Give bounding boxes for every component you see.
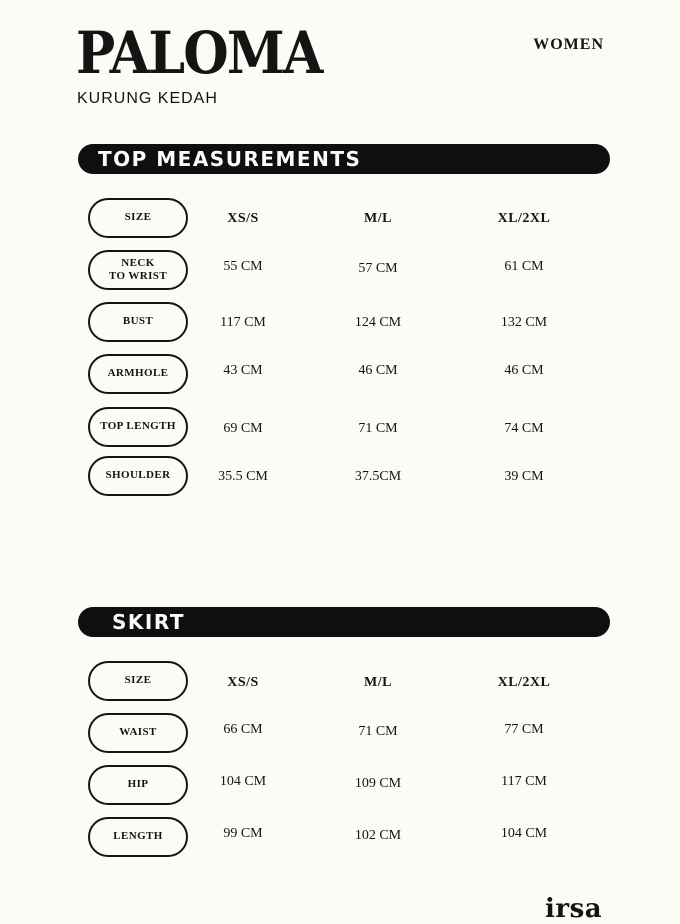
row-label-length: LENGTH xyxy=(88,817,188,857)
row-label-shoulder: SHOULDER xyxy=(88,456,188,496)
skirt-col-xs-s: XS/S xyxy=(227,675,259,690)
cell-neck-m-l: 57 CM xyxy=(358,261,398,276)
cell-waist-xl-2xl: 77 CM xyxy=(504,722,544,737)
top-col-xl-2xl: XL/2XL xyxy=(497,211,551,226)
row-label-waist: WAIST xyxy=(88,713,188,753)
cell-bust-xl-2xl: 132 CM xyxy=(500,315,548,330)
row-label-hip: HIP xyxy=(88,765,188,805)
row-label-bust: BUST xyxy=(88,302,188,342)
cell-armhole-m-l: 46 CM xyxy=(358,363,398,378)
irsa-logo: irsa xyxy=(545,894,603,924)
cell-length-m-l: 102 CM xyxy=(354,828,402,843)
cell-hip-xs-s: 104 CM xyxy=(219,774,267,789)
top-section-banner xyxy=(78,144,610,174)
cell-shoulder-m-l: 37.5CM xyxy=(354,469,402,484)
cell-hip-xl-2xl: 117 CM xyxy=(501,774,547,789)
brand-title: PALOMA xyxy=(76,19,322,87)
cell-hip-m-l: 109 CM xyxy=(354,776,402,791)
gender-label: WOMEN xyxy=(533,36,604,53)
cell-length-xs-s: 99 CM xyxy=(223,826,263,841)
top-col-xs-s: XS/S xyxy=(227,211,259,226)
cell-neck-xl-2xl: 61 CM xyxy=(504,259,544,274)
cell-bust-m-l: 124 CM xyxy=(354,315,402,330)
row-label-line: NECK xyxy=(121,256,155,269)
cell-armhole-xl-2xl: 46 CM xyxy=(504,363,544,378)
cell-toplength-m-l: 71 CM xyxy=(358,421,398,436)
row-label-line: TO WRIST xyxy=(108,270,168,282)
top-col-m-l: M/L xyxy=(364,211,392,226)
skirt-size-header-pill: SIZE xyxy=(88,661,188,701)
skirt-col-m-l: M/L xyxy=(364,675,392,690)
cell-armhole-xs-s: 43 CM xyxy=(223,363,263,378)
product-subtitle: KURUNG KEDAH xyxy=(77,90,218,107)
cell-bust-xs-s: 117 CM xyxy=(220,315,266,330)
skirt-section-banner xyxy=(78,607,610,637)
cell-shoulder-xs-s: 35.5 CM xyxy=(218,469,268,484)
cell-waist-m-l: 71 CM xyxy=(358,724,398,739)
cell-neck-xs-s: 55 CM xyxy=(223,259,263,274)
cell-toplength-xs-s: 69 CM xyxy=(223,421,263,436)
top-size-header-pill: SIZE xyxy=(88,198,188,238)
skirt-section-title: SKIRT xyxy=(112,610,185,634)
row-label-neck-to-wrist xyxy=(88,250,188,290)
cell-shoulder-xl-2xl: 39 CM xyxy=(504,469,544,484)
cell-toplength-xl-2xl: 74 CM xyxy=(504,421,544,436)
row-label-armhole: ARMHOLE xyxy=(88,354,188,394)
cell-length-xl-2xl: 104 CM xyxy=(500,826,548,841)
row-label-top-length: TOP LENGTH xyxy=(88,407,188,447)
top-section-title: TOP MEASUREMENTS xyxy=(98,147,362,171)
skirt-col-xl-2xl: XL/2XL xyxy=(497,675,551,690)
cell-waist-xs-s: 66 CM xyxy=(223,722,263,737)
